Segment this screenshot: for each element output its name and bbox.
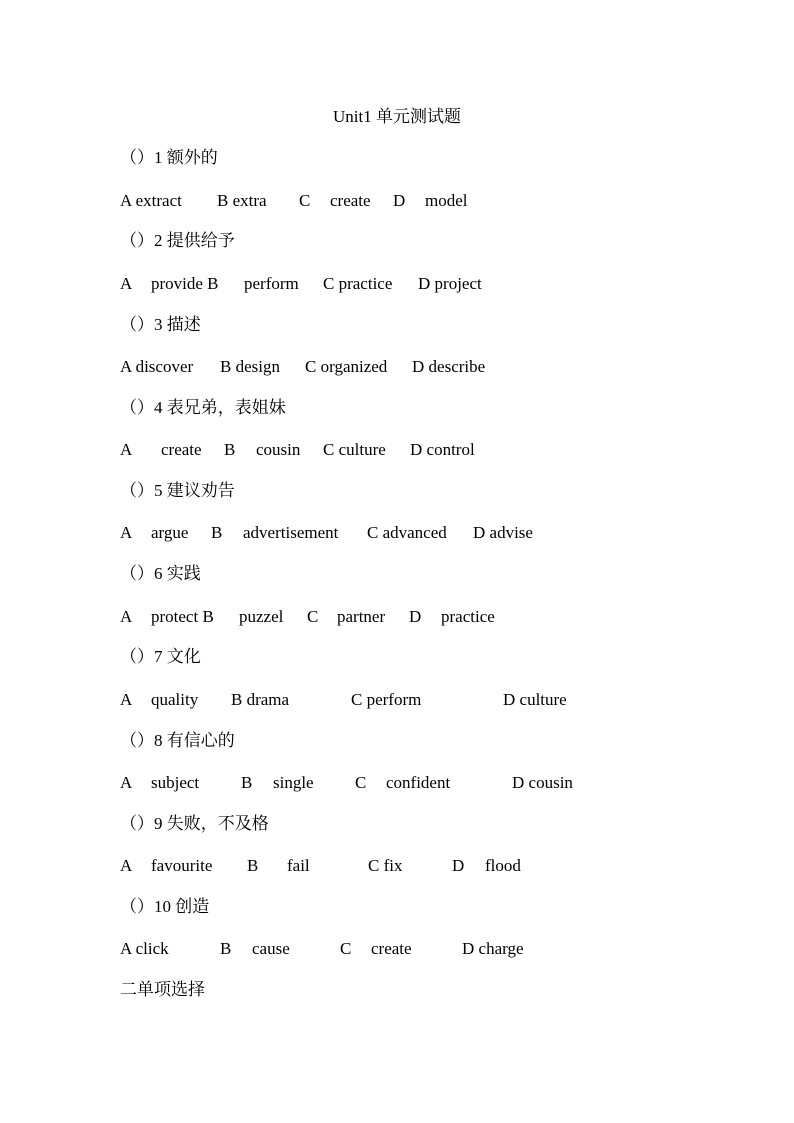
option-text: B drama xyxy=(231,690,290,709)
option-text: C culture xyxy=(323,440,386,459)
option-text: D describe xyxy=(412,357,486,376)
option-text: D charge xyxy=(462,939,524,958)
option-text: C xyxy=(355,773,367,792)
option-text: D xyxy=(452,856,465,875)
option-text: protect B xyxy=(151,607,214,626)
page-title: Unit1 单元测试题 xyxy=(333,107,461,126)
option-text: create xyxy=(330,191,371,210)
option-text: single xyxy=(273,773,314,792)
option-text: A xyxy=(120,523,133,542)
question-prompt: （）10 创造 xyxy=(120,897,210,916)
option-text: C fix xyxy=(368,856,403,875)
option-text: D control xyxy=(410,440,475,459)
option-text: D cousin xyxy=(512,773,573,792)
option-text: C xyxy=(340,939,352,958)
option-text: flood xyxy=(485,856,521,875)
option-text: D advise xyxy=(473,523,533,542)
question-prompt: （）4 表兄弟，表姐妹 xyxy=(120,398,286,417)
option-text: C xyxy=(307,607,319,626)
section-heading: 二单项选择 xyxy=(120,980,205,999)
question-prompt: （）6 实践 xyxy=(120,564,201,583)
option-text: A xyxy=(120,607,133,626)
option-text: advertisement xyxy=(243,523,339,542)
option-text: B design xyxy=(220,357,280,376)
option-text: B xyxy=(220,939,232,958)
option-text: B extra xyxy=(217,191,267,210)
option-text: puzzel xyxy=(239,607,284,626)
option-text: C perform xyxy=(351,690,422,709)
option-text: cousin xyxy=(256,440,301,459)
question-prompt: （）3 描述 xyxy=(120,315,201,334)
question-prompt: （）1 额外的 xyxy=(120,148,218,167)
option-text: partner xyxy=(337,607,386,626)
option-text: C advanced xyxy=(367,523,447,542)
option-text: fail xyxy=(287,856,310,875)
option-text: C xyxy=(299,191,311,210)
option-text: cause xyxy=(252,939,290,958)
option-text: A xyxy=(120,856,133,875)
option-text: A xyxy=(120,274,133,293)
option-text: D xyxy=(409,607,422,626)
option-text: argue xyxy=(151,523,189,542)
option-text: provide B xyxy=(151,274,219,293)
option-text: create xyxy=(161,440,202,459)
option-text: create xyxy=(371,939,412,958)
option-text: C organized xyxy=(305,357,388,376)
option-text: subject xyxy=(151,773,200,792)
option-text: A xyxy=(120,773,133,792)
question-prompt: （）5 建议劝告 xyxy=(120,481,235,500)
option-text: B xyxy=(224,440,236,459)
option-text: A xyxy=(120,690,133,709)
question-prompt: （）9 失败，不及格 xyxy=(120,814,269,833)
option-text: favourite xyxy=(151,856,213,875)
option-text: D culture xyxy=(503,690,567,709)
option-text: B xyxy=(241,773,253,792)
option-text: D project xyxy=(418,274,482,293)
option-text: B xyxy=(247,856,259,875)
option-text: perform xyxy=(244,274,299,293)
question-prompt: （）8 有信心的 xyxy=(120,731,235,750)
question-prompt: （）2 提供给予 xyxy=(120,231,235,250)
option-text: practice xyxy=(441,607,495,626)
option-text: A click xyxy=(120,939,169,958)
option-text: A xyxy=(120,440,133,459)
question-prompt: （）7 文化 xyxy=(120,647,201,666)
option-text: D xyxy=(393,191,406,210)
option-text: A extract xyxy=(120,191,182,210)
option-text: model xyxy=(425,191,468,210)
option-text: A discover xyxy=(120,357,194,376)
option-text: quality xyxy=(151,690,199,709)
option-text: confident xyxy=(386,773,451,792)
option-text: B xyxy=(211,523,223,542)
option-text: C practice xyxy=(323,274,393,293)
